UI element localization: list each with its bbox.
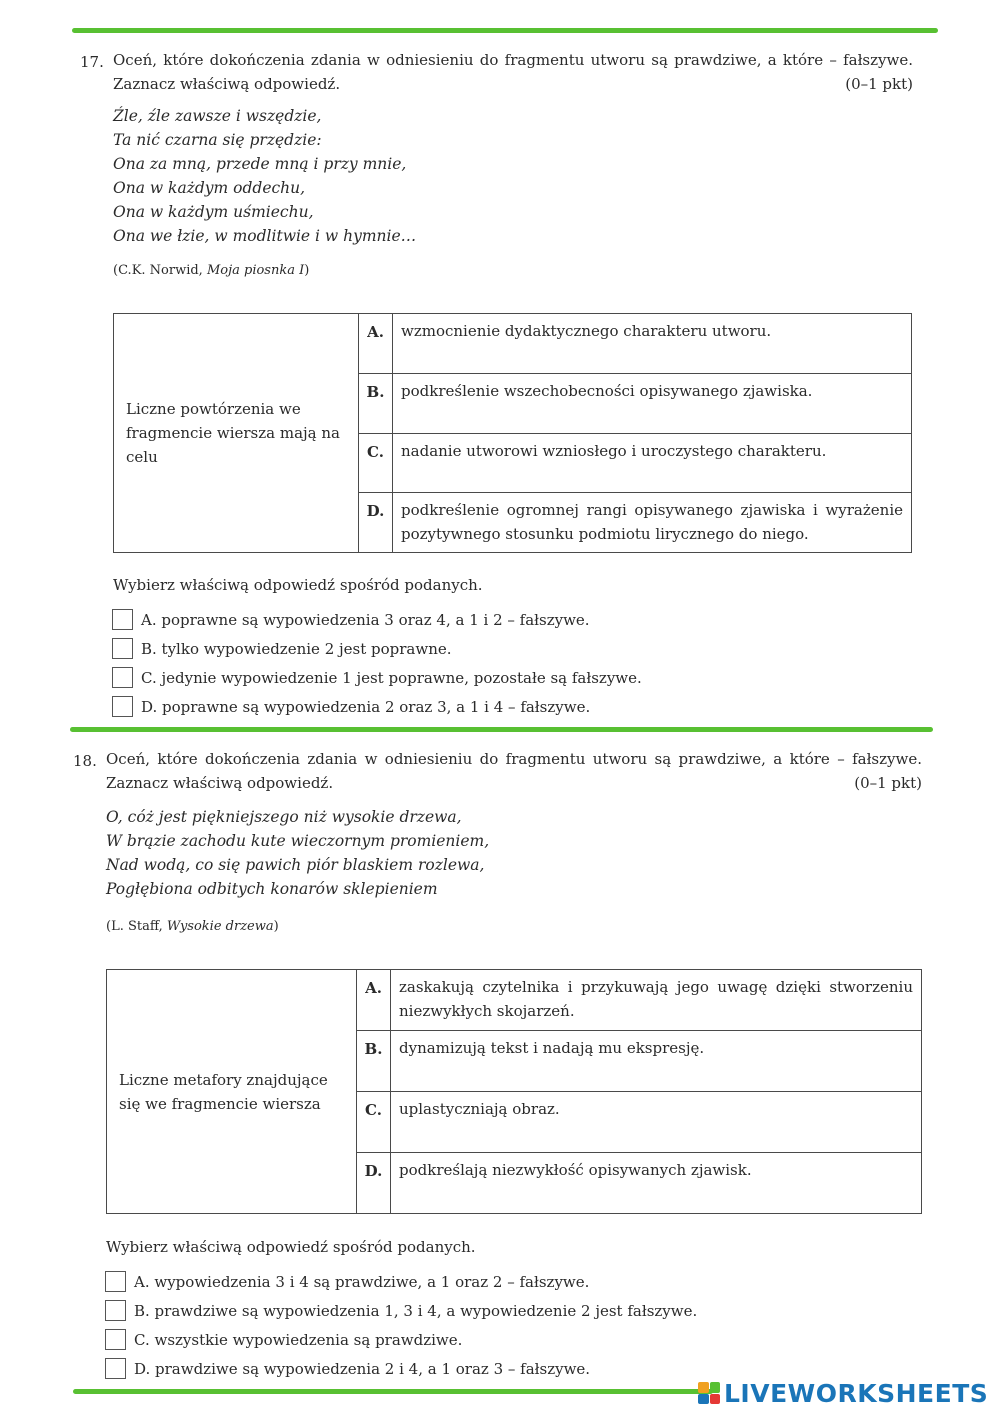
answer-checkbox[interactable]	[105, 1329, 126, 1350]
answer-instruction: Wybierz właściwą odpowiedź spośród podanych.	[106, 1238, 476, 1256]
option-text: dynamizują tekst i nadają mu ekspresję.	[391, 1031, 922, 1092]
poem-line: Ona w każdym uśmiechu,	[113, 203, 314, 221]
option-letter: B.	[359, 374, 393, 434]
liveworksheets-logo	[698, 1378, 988, 1408]
poem-line: Źle, źle zawsze i wszędzie,	[113, 107, 322, 125]
answer-checkbox[interactable]	[112, 667, 133, 688]
liveworksheets-logo-icon	[698, 1382, 720, 1404]
answer-option-b[interactable]	[112, 634, 642, 663]
answer-option-d[interactable]	[105, 1354, 697, 1383]
answer-label: A. poprawne są wypowiedzenia 3 oraz 4, a 1 i 2 – fałszywe.	[141, 610, 590, 629]
question-prompt	[106, 747, 922, 795]
brand-name: LIVEWORKSHEETS	[724, 1378, 989, 1408]
poem-line: Ona we łzie, w modlitwie i w hymnie…	[113, 227, 417, 245]
answer-instruction: Wybierz właściwą odpowiedź spośród podanych.	[113, 576, 483, 594]
bottom-divider	[73, 1389, 713, 1394]
option-letter: C.	[357, 1092, 391, 1153]
answer-checkbox[interactable]	[112, 609, 133, 630]
answer-list	[112, 605, 642, 721]
poem-line: W brązie zachodu kute wieczornym promieniem,	[106, 832, 490, 850]
answer-option-c[interactable]	[112, 663, 642, 692]
option-letter: B.	[357, 1031, 391, 1092]
answer-label: D. prawdziwe są wypowiedzenia 2 i 4, a 1 oraz 3 – fałszywe.	[134, 1359, 591, 1378]
source-title: Moja piosnka I	[206, 263, 305, 278]
answer-checkbox[interactable]	[105, 1300, 126, 1321]
prompt-line-2: Zaznacz właściwą odpowiedź.	[113, 75, 341, 93]
option-text: uplastyczniają obraz.	[391, 1092, 922, 1153]
options-table	[113, 313, 912, 553]
answer-checkbox[interactable]	[105, 1358, 126, 1379]
answer-label: B. prawdziwe są wypowiedzenia 1, 3 i 4, a wypowiedzenie 2 jest fałszywe.	[134, 1301, 698, 1320]
answer-option-d[interactable]	[112, 692, 642, 721]
option-letter: D.	[357, 1153, 391, 1214]
source-author: (C.K. Norwid,	[113, 263, 207, 278]
option-letter: C.	[359, 434, 393, 493]
poem-excerpt	[106, 805, 489, 901]
answer-checkbox[interactable]	[112, 696, 133, 717]
points-label: (0–1 pkt)	[854, 774, 922, 792]
answer-checkbox[interactable]	[112, 638, 133, 659]
answer-option-c[interactable]	[105, 1325, 697, 1354]
sentence-stem: Liczne metafory znajdujące się we fragmencie wiersza	[107, 970, 357, 1214]
poem-excerpt	[113, 104, 416, 248]
poem-line: O, cóż jest piękniejszego niż wysokie drzewa,	[106, 808, 462, 826]
answer-label: B. tylko wypowiedzenie 2 jest poprawne.	[141, 639, 452, 658]
answer-label: C. wszystkie wypowiedzenia są prawdziwe.	[134, 1330, 463, 1349]
poem-line: Nad wodą, co się pawich piór blaskiem rozlewa,	[106, 856, 485, 874]
prompt-line-1: Oceń, które dokończenia zdania w odniesieniu do fragmentu utworu są prawdziwe, a które – fałszywe.	[106, 750, 922, 768]
option-text: nadanie utworowi wzniosłego i uroczystego charakteru.	[393, 434, 912, 493]
option-letter: A.	[357, 970, 391, 1031]
source-title: Wysokie drzewa	[166, 919, 274, 934]
question-number: 18.	[73, 752, 97, 770]
answer-option-a[interactable]	[105, 1267, 697, 1296]
poem-line: Ta nić czarna się przędzie:	[113, 131, 322, 149]
answer-option-b[interactable]	[105, 1296, 697, 1325]
option-text: podkreślenie wszechobecności opisywanego zjawiska.	[393, 374, 912, 434]
answer-option-a[interactable]	[112, 605, 642, 634]
question-prompt	[113, 48, 913, 96]
options-table	[106, 969, 922, 1214]
poem-line: Ona w każdym oddechu,	[113, 179, 306, 197]
poem-line: Ona za mną, przede mną i przy mnie,	[113, 155, 407, 173]
option-text: podkreślenie ogromnej rangi opisywanego zjawiska i wyrażenie pozytywnego stosunku podmiotu lirycznego do niego.	[393, 493, 912, 553]
prompt-line-1: Oceń, które dokończenia zdania w odniesieniu do fragmentu utworu są prawdziwe, a które – fałszywe.	[113, 51, 913, 69]
option-letter: D.	[359, 493, 393, 553]
option-letter: A.	[359, 314, 393, 374]
option-text: wzmocnienie dydaktycznego charakteru utworu.	[393, 314, 912, 374]
answer-label: C. jedynie wypowiedzenie 1 jest poprawne, pozostałe są fałszywe.	[141, 668, 642, 687]
poem-source: (L. Staff, Wysokie drzewa)	[106, 919, 279, 934]
prompt-line-2: Zaznacz właściwą odpowiedź.	[106, 774, 334, 792]
poem-line: Pogłębiona odbitych konarów sklepieniem	[106, 880, 438, 898]
section-divider	[70, 727, 933, 732]
answer-label: A. wypowiedzenia 3 i 4 są prawdziwe, a 1 oraz 2 – fałszywe.	[134, 1272, 590, 1291]
source-author: (L. Staff,	[106, 919, 167, 934]
poem-source: (C.K. Norwid, Moja piosnka I)	[113, 263, 310, 278]
option-text: podkreślają niezwykłość opisywanych zjawisk.	[391, 1153, 922, 1214]
answer-list	[105, 1267, 697, 1383]
question-number: 17.	[80, 53, 104, 71]
option-text: zaskakują czytelnika i przykuwają jego uwagę dzięki stworzeniu niezwykłych skojarzeń.	[391, 970, 922, 1031]
answer-label: D. poprawne są wypowiedzenia 2 oraz 3, a 1 i 4 – fałszywe.	[141, 697, 591, 716]
answer-checkbox[interactable]	[105, 1271, 126, 1292]
points-label: (0–1 pkt)	[845, 75, 913, 93]
sentence-stem: Liczne powtórzenia we fragmencie wiersza mają na celu	[114, 314, 359, 553]
